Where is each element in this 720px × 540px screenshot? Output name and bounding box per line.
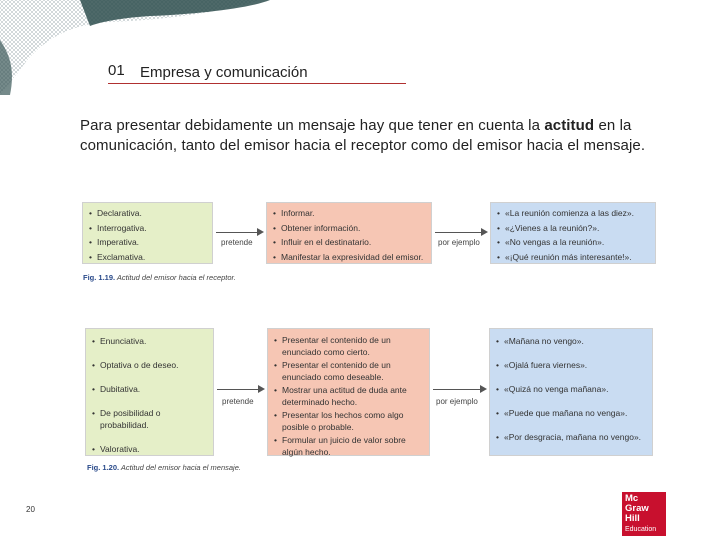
connector-label: pretende xyxy=(222,397,254,406)
list-item: • Formular un juicio de valor sobre algún hecho. xyxy=(274,434,423,458)
modality-intentions-box xyxy=(267,328,430,456)
arrow-connector xyxy=(433,384,487,396)
modality-types-list xyxy=(92,335,207,455)
chapter-title: Empresa y comunicación xyxy=(140,64,308,81)
logo-line: Graw xyxy=(625,503,649,514)
caption-label: Fig. 1.19. xyxy=(83,273,116,282)
list-item: • Interrogativa. xyxy=(89,221,206,236)
intentions-list xyxy=(273,206,425,264)
intentions-box xyxy=(266,202,432,264)
logo-line: Hill xyxy=(625,513,640,524)
caption-text: Actitud del emisor hacia el receptor. xyxy=(115,273,236,282)
connector-label: por ejemplo xyxy=(438,238,480,247)
caption-label: Fig. 1.20. xyxy=(87,463,120,472)
list-item: • Obtener información. xyxy=(273,221,425,236)
arrow-line xyxy=(433,389,481,390)
list-item: • Influir en el destinatario. xyxy=(273,235,425,250)
modality-types-box xyxy=(85,328,214,456)
list-item: • Imperativa. xyxy=(89,235,206,250)
figure-caption xyxy=(83,273,236,282)
list-item: • Manifestar la expresividad del emisor. xyxy=(273,250,425,265)
examples-box xyxy=(490,202,656,264)
list-item: • Presentar el contenido de un enunciado como deseable. xyxy=(274,359,423,383)
list-item: • Mostrar una actitud de duda ante determinado hecho. xyxy=(274,384,423,408)
arrow-right-icon xyxy=(257,228,264,236)
arrow-right-icon xyxy=(481,228,488,236)
list-item: • «Ojalá fuera viernes». xyxy=(496,359,646,371)
arrow-connector xyxy=(217,384,265,396)
modality-examples-box xyxy=(489,328,653,456)
list-item: • «¡Qué reunión más interesante!». xyxy=(497,250,649,265)
arrow-right-icon xyxy=(480,385,487,393)
modality-examples-list xyxy=(496,335,646,443)
list-item: • «Por desgracia, mañana no vengo». xyxy=(496,431,646,443)
intro-text-after: en la comunicación, tanto del emisor hacia el receptor como del emisor hacia el mensaje. xyxy=(80,117,646,154)
list-item: • Enunciativa. xyxy=(92,335,207,347)
arrow-line xyxy=(217,389,259,390)
arrow-right-icon xyxy=(258,385,265,393)
list-item: • Presentar el contenido de un enunciado como cierto. xyxy=(274,334,423,358)
publisher-logo xyxy=(622,492,666,536)
modality-intentions-list xyxy=(274,334,423,458)
chapter-header xyxy=(108,62,406,84)
list-item: • «Puede que mañana no venga». xyxy=(496,407,646,419)
list-item: • «La reunión comienza a las diez». xyxy=(497,206,649,221)
page-number: 20 xyxy=(26,505,35,514)
caption-text: Actitud del emisor hacia el mensaje. xyxy=(119,463,241,472)
list-item: • Declarativa. xyxy=(89,206,206,221)
logo-line: Education xyxy=(625,526,657,533)
list-item: • «Mañana no vengo». xyxy=(496,335,646,347)
sentence-types-box xyxy=(82,202,213,264)
list-item: • «¿Vienes a la reunión?». xyxy=(497,221,649,236)
logo-line: Mc xyxy=(625,493,639,504)
chapter-number: 01 xyxy=(108,62,125,79)
intro-bold-word: actitud xyxy=(544,117,595,134)
intro-paragraph xyxy=(80,116,670,156)
list-item: • Valorativa. xyxy=(92,443,207,455)
list-item: • Informar. xyxy=(273,206,425,221)
list-item: • Presentar los hechos como algo posible o probable. xyxy=(274,409,423,433)
connector-label: por ejemplo xyxy=(436,397,478,406)
list-item: • De posibilidad o probabilidad. xyxy=(92,407,207,431)
intro-text-before: Para presentar debidamente un mensaje hay que tener en cuenta la xyxy=(80,117,545,134)
list-item: • Optativa o de deseo. xyxy=(92,359,207,371)
list-item: • «Quizá no venga mañana». xyxy=(496,383,646,395)
list-item: • «No vengas a la reunión». xyxy=(497,235,649,250)
arrow-line xyxy=(216,232,258,233)
list-item: • Exclamativa. xyxy=(89,250,206,265)
figure-caption xyxy=(87,463,241,472)
arrow-line xyxy=(435,232,482,233)
connector-label: pretende xyxy=(221,238,253,247)
list-item: • Dubitativa. xyxy=(92,383,207,395)
sentence-types-list xyxy=(89,206,206,264)
examples-list xyxy=(497,206,649,264)
